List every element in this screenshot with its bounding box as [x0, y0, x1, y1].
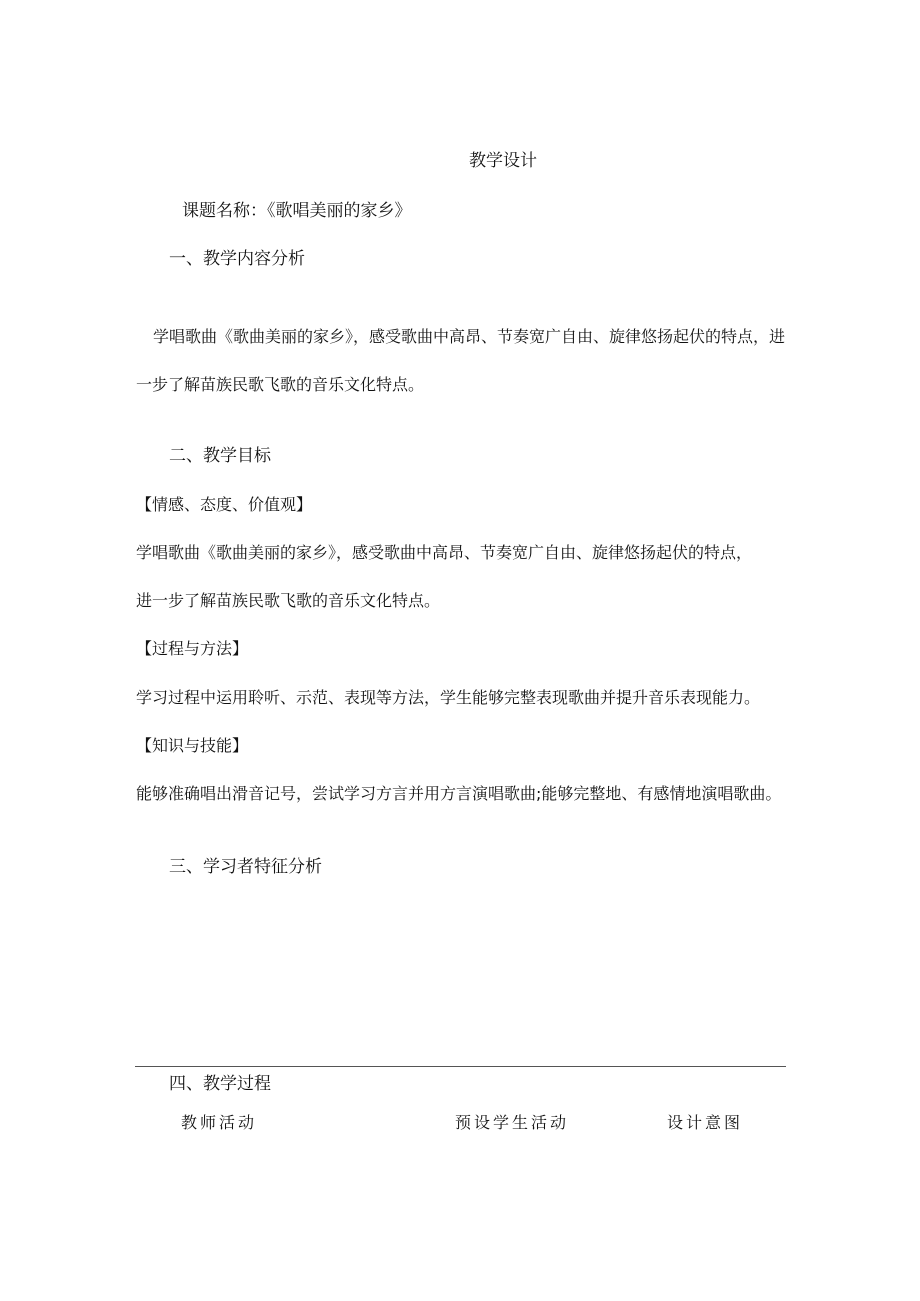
- course-title: 课题名称：《歌唱美丽的家乡》: [182, 201, 412, 221]
- process-label: 【过程与方法】: [136, 639, 249, 658]
- emotion-label: 【情感、态度、价值观】: [136, 495, 313, 514]
- knowledge-label: 【知识与技能】: [136, 736, 249, 755]
- emotion-line-1: 学唱歌曲《歌曲美丽的家乡》，感受歌曲中高昂、节奏宽广自由、旋律悠扬起伏的特点，: [136, 543, 753, 562]
- content-analysis-line-1: 学唱歌曲《歌曲美丽的家乡》，感受歌曲中高昂、节奏宽广自由、旋律悠扬起伏的特点，进: [153, 327, 786, 346]
- column-header-teacher-activity: 教师活动: [181, 1113, 258, 1132]
- section-heading-learner-analysis: 三、学习者特征分析: [169, 857, 322, 877]
- column-header-design-intent: 设计意图: [667, 1113, 744, 1132]
- section-heading-teaching-goals: 二、教学目标: [169, 446, 271, 466]
- divider-line: [135, 1066, 786, 1067]
- column-header-student-activity: 预设学生活动: [455, 1113, 570, 1132]
- content-analysis-line-2: 一步了解苗族民歌飞歌的音乐文化特点。: [136, 375, 425, 394]
- knowledge-text: 能够准确唱出滑音记号，尝试学习方言并用方言演唱歌曲;能够完整地、有感情地演唱歌曲。: [136, 784, 782, 803]
- process-text: 学习过程中运用聆听、示范、表现等方法，学生能够完整表现歌曲并提升音乐表现能力。: [136, 688, 761, 707]
- section-heading-content-analysis: 一、教学内容分析: [169, 249, 305, 269]
- emotion-line-2: 进一步了解苗族民歌飞歌的音乐文化特点。: [136, 591, 441, 610]
- document-title: 教学设计: [469, 151, 537, 171]
- section-heading-teaching-process: 四、教学过程: [169, 1074, 271, 1094]
